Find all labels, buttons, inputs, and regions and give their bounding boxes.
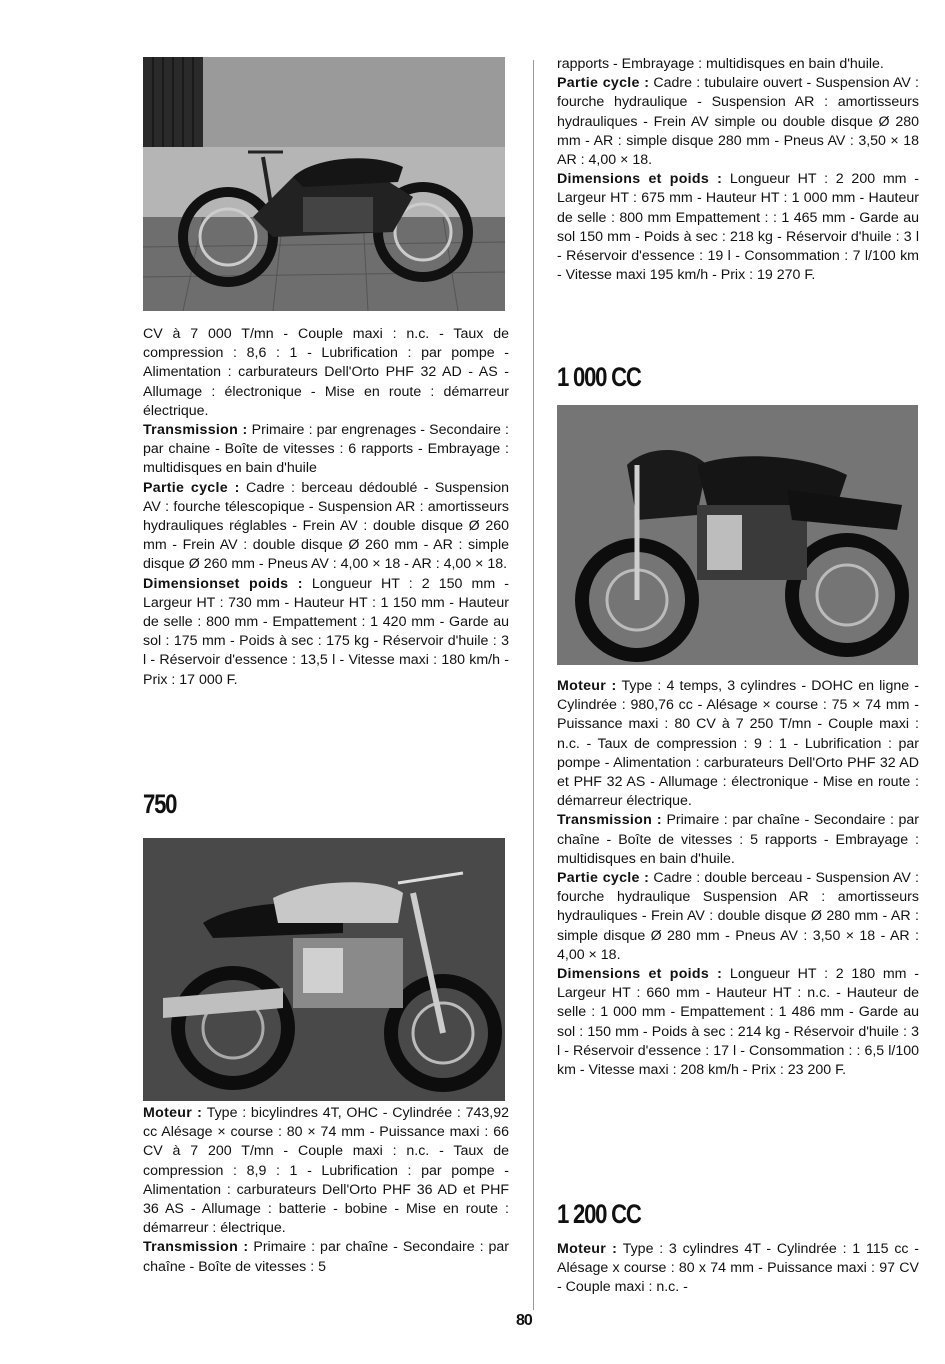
section-1200-heading: 1 200 CC — [557, 1199, 641, 1229]
moteur-1200-label: Moteur : — [557, 1241, 618, 1257]
transmission-text: Primaire : par engrenages - Secondaire : par chaine - Boîte de vitesses : 6 rapports - Embrayage : multidisques en bain d'huile — [143, 422, 509, 477]
motorcycle-photo-1000cc — [557, 405, 918, 665]
right-partie-cycle-label: Partie cycle : — [557, 75, 650, 92]
partie-cycle-label: Partie cycle : — [143, 479, 240, 496]
partie-cycle-1000-text: Cadre : double berceau - Suspension AV : fourche hydraulique Suspension AR : amortisseurs hydrauliques - Frein AV : double disque Ø 280 mm - AR : simple disque Ø 280 mm - Pneus AV : 3,50 × 18 - AR : 4,00 × 18. — [557, 870, 919, 963]
transmission-label: Transmission : — [143, 422, 248, 439]
right-dimensions-paragraph — [557, 170, 919, 285]
moteur-750-paragraph — [143, 1104, 509, 1238]
transmission-paragraph — [143, 421, 509, 479]
right-dimensions-text: Longueur HT : 2 200 mm - Largeur HT : 675 mm - Hauteur HT : 1 000 mm - Hauteur de selle : 800 mm Empattement : : 1 465 mm - Garde au sol 150 mm - Poids à sec : 218 kg - Réservoir d'huile : 3 l - Réservoir d'essence : 19 l - Consommation : 7 l/100 km - Vitesse maxi 195 km/h - Prix : 19 270 F. — [557, 171, 919, 284]
motorcycle-photo-top-left — [143, 57, 505, 311]
right-partie-cycle-paragraph — [557, 74, 919, 170]
left-column-750-text — [143, 1104, 509, 1277]
moteur-1000-paragraph — [557, 677, 919, 811]
partie-cycle-text: Cadre : berceau dédoublé - Suspension AV : fourche télescopique - Suspension AR : amortisseurs hydrauliques réglables - Frein AV : double disque Ø 260 mm - Frein AV : double disque Ø 260 mm - AR : simple disque Ø 260 mm - Pneus AV : 4,00 × 18 - AR : 4,00 × 18. — [143, 479, 509, 573]
right-column-1200-text — [557, 1240, 919, 1298]
partie-cycle-paragraph — [143, 479, 509, 575]
right-intro-continuation: rapports - Embrayage : multidisques en bain d'huile. — [557, 56, 884, 72]
dimensions-1000-text: Longueur HT : 2 180 mm - Largeur HT : 660 mm - Hauteur HT : n.c. - Hauteur de selle : 1 000 mm - Empattement : 1 486 mm - Garde au sol : 150 mm - Poids à sec : 214 kg - Réservoir d'huile : 3 l - Réservoir d'essence : 17 l - Consommation : : 6,5 l/100 km - Vitesse maxi : 208 km/h - Prix : 23 200 F. — [557, 966, 919, 1079]
right-dimensions-label: Dimensions et poids : — [557, 171, 723, 188]
partie-cycle-1000-label: Partie cycle : — [557, 870, 650, 887]
section-1000-heading-wrap — [557, 362, 807, 392]
right-column-top-text — [557, 55, 919, 285]
moteur-1000-label: Moteur : — [557, 678, 617, 694]
transmission-750-paragraph — [143, 1238, 509, 1276]
left-column-text — [143, 325, 509, 690]
transmission-750-label: Transmission : — [143, 1239, 249, 1256]
section-1000-heading: 1 000 CC — [557, 362, 641, 392]
dimensions-1000-label: Dimensions et poids : — [557, 966, 723, 983]
dimensions-1000-paragraph — [557, 965, 919, 1080]
section-1200-heading-wrap — [557, 1199, 807, 1229]
right-column-1000-text — [557, 677, 919, 1080]
dimensions-text: Longueur HT : 2 150 mm - Largeur HT : 730 mm - Hauteur HT : 1 150 mm - Hauteur de selle : 800 mm - Empattement : 1 420 mm - Garde au sol : 175 mm - Poids à sec : 175 kg - Réservoir d'huile : 3 l - Réservoir d'essence : 13,5 l - Vitesse maxi : 180 km/h - Prix : 17 000 F. — [143, 575, 509, 688]
moteur-750-text: Type : bicylindres 4T, OHC - Cylindrée : 743,92 cc Alésage × course : 80 × 74 mm - Puissance maxi : 66 CV à 7 200 T/mn - Couple maxi : n.c. - Taux de compression : 8,9 : 1 - Lubrification : par pompe - Alimentation : carburateurs Dell'Orto PHF 36 AD et PHF 36 AS - Allumage : batterie - bobine - Mise en route : démarreur : électrique. — [143, 1105, 509, 1237]
motorcycle-photo-750 — [143, 838, 505, 1101]
moteur-1200-paragraph — [557, 1240, 919, 1298]
column-divider — [533, 60, 534, 1310]
partie-cycle-1000-paragraph — [557, 869, 919, 965]
right-partie-cycle-text: Cadre : tubulaire ouvert - Suspension AV : fourche hydraulique - Suspension AR : amortisseurs hydrauliques - Frein AV simple ou double disque Ø 280 mm - AR : simple disque 280 mm - Pneus AV : 3,50 × 18 AR : 4,00 × 18. — [557, 75, 919, 169]
dimensions-label: Dimensionset poids : — [143, 575, 303, 592]
page-number: 80 — [516, 1312, 532, 1329]
section-750-heading-wrap — [143, 789, 343, 819]
transmission-750-text: Primaire : par chaîne - Secondaire : par chaîne - Boîte de vitesses : 5 — [143, 1239, 509, 1275]
transmission-1000-text: Primaire : par chaîne - Secondaire : par chaîne - Boîte de vitesses : 5 rapports - Embrayage : multidisques en bain d'huile. — [557, 812, 919, 867]
moteur-1200-text: Type : 3 cylindres 4T - Cylindrée : 1 115 cc - Alésage x course : 80 x 74 mm - Puissance maxi : 97 CV - Couple maxi : n.c. - — [557, 1241, 919, 1296]
section-750-heading: 750 — [143, 789, 177, 819]
intro-continuation: CV à 7 000 T/mn - Couple maxi : n.c. - Taux de compression : 8,6 : 1 - Lubrification : par pompe - Alimentation : carburateurs Dell'Orto PHF 32 AD - AS - Allumage : électronique - Mise en route : démarreur électrique. — [143, 326, 509, 419]
moteur-1000-text: Type : 4 temps, 3 cylindres - DOHC en ligne - Cylindrée : 980,76 cc - Alésage × course : 75 × 74 mm - Puissance maxi : 80 CV à 7 250 T/mn - Couple maxi : n.c. - Taux de compression : 9 : 1 - Lubrification : par pompe - Alimentation : carburateurs Dell'Orto PHF 32 AD et PHF 32 AS - Allumage : électronique - Mise en route : démarreur électrique. — [557, 678, 920, 810]
moteur-750-label: Moteur : — [143, 1105, 203, 1121]
dimensions-paragraph — [143, 575, 509, 690]
transmission-1000-label: Transmission : — [557, 812, 662, 829]
transmission-1000-paragraph — [557, 811, 919, 869]
